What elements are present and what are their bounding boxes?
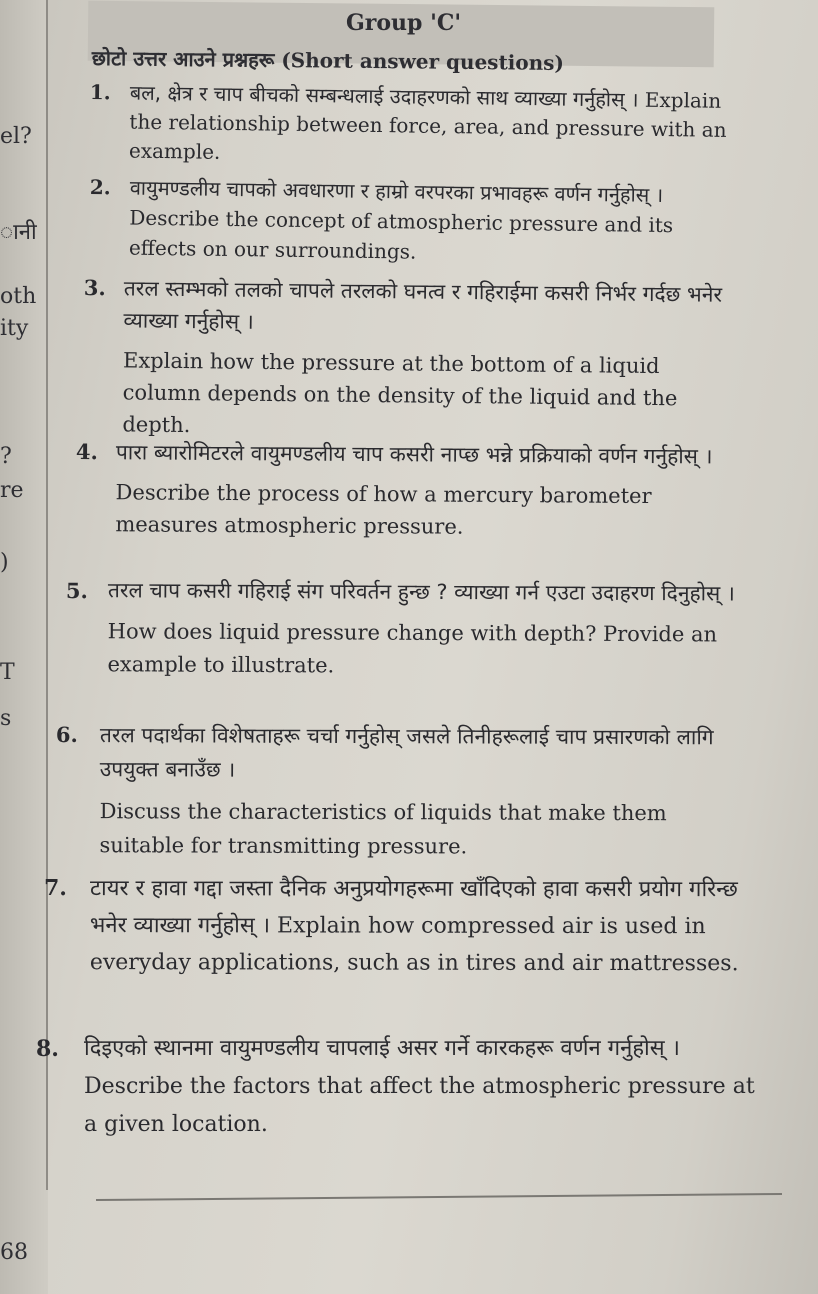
question-number: 3. — [83, 274, 106, 301]
question-number: 1. — [89, 79, 111, 105]
facing-page-fragment: ? — [0, 444, 12, 469]
question-text-nepali: पारा ब्यारोमिटरले वायुमण्डलीय चाप कसरी नाप्छ भन्ने प्रक्रियाको वर्णन गर्नुहोस् । — [115, 440, 713, 469]
question-number: 2. — [89, 174, 111, 200]
question-item — [89, 172, 740, 264]
question-text-english: Explain how the pressure at the bottom of a liquid column depends on the density of the liquid and the depth. — [122, 348, 678, 438]
question-number: 6. — [55, 722, 78, 748]
section-title: छोटो उत्तर आउने प्रश्नहरू (Short answer questions) — [91, 45, 565, 75]
question-text-nepali: तरल पदार्थका विशेषताहरू चर्चा गर्नुहोस् जसले तिनीहरूलाई चाप प्रसारणको लागि उपयुक्त बनाउँछ । — [99, 723, 714, 782]
facing-page-fragment: s — [0, 706, 12, 731]
question-text-nepali: तरल चाप कसरी गहिराई संग परिवर्तन हुन्छ ? व्याख्या गर्न एउटा उदाहरण दिनुहोस् । — [107, 578, 736, 606]
group-title: Group 'C' — [346, 10, 462, 36]
question-item — [89, 78, 740, 164]
bottom-rule — [96, 1193, 782, 1201]
facing-page-fragment: Т — [0, 660, 15, 685]
question-text-english: Explain the relationship between force, area, and pressure with an example. — [128, 87, 727, 164]
facing-page-fragment: el? — [0, 124, 32, 149]
question-text-english: Describe the concept of atmospheric pressure and its effects on our surroundings. — [128, 205, 674, 264]
question-item — [65, 574, 750, 678]
page-binding-line — [46, 0, 48, 1190]
question-text-english: Discuss the characteristics of liquids that make them suitable for transmitting pressure. — [99, 799, 667, 859]
facing-page-fragment: ity — [0, 316, 29, 341]
question-item — [55, 718, 756, 859]
question-item — [43, 870, 766, 977]
question-text-english: How does liquid pressure change with depth? Provide an example to illustrate. — [107, 619, 718, 678]
question-text-english: Describe the process of how a mercury barometer measures atmospheric pressure. — [115, 480, 652, 539]
question-number: 4. — [75, 438, 98, 465]
question-text-nepali: बल, क्षेत्र र चाप बीचको सम्बन्धलाई उदाहरणको साथ व्याख्या गर्नुहोस् । — [129, 80, 646, 112]
facing-page-fragment: re — [0, 478, 24, 503]
facing-page-edge — [0, 0, 48, 1294]
question-number: 5. — [65, 577, 88, 604]
question-text-nepali: दिइएको स्थानमा वायुमण्डलीय चापलाई असर गर्ने कारकहरू वर्णन गर्नुहोस् । — [84, 1036, 680, 1061]
question-text-nepali: टायर र हावा गद्दा जस्ता दैनिक अनुप्रयोगहरूमा खाँदिएको हावा कसरी प्रयोग गरिन्छ भनेर व्याख्या गर्नुहोस् । — [89, 876, 738, 939]
facing-page-fragment: oth — [0, 284, 37, 309]
facing-page-fragment: ) — [0, 550, 9, 575]
question-text-english: Explain how compressed air is used in everyday applications, such as in tires and air mattresses. — [89, 913, 739, 977]
question-text-nepali: तरल स्तम्भको तलको चापले तरलको घनत्व र गहिराईमा कसरी निर्भर गर्दछ भनेर व्याख्या गर्नुहोस् । — [123, 276, 723, 334]
question-number: 7. — [43, 875, 67, 902]
page-number: 68 — [0, 1240, 28, 1265]
question-number: 8. — [36, 1036, 59, 1062]
question-item — [83, 272, 744, 438]
question-text-english: Describe the factors that affect the atmospheric pressure at a given location. — [84, 1074, 755, 1137]
facing-page-fragment: ानी — [0, 220, 37, 245]
question-text-nepali: वायुमण्डलीय चापको अवधारणा र हाम्रो वरपरका प्रभावहरू वर्णन गर्नुहोस् । — [129, 175, 664, 208]
